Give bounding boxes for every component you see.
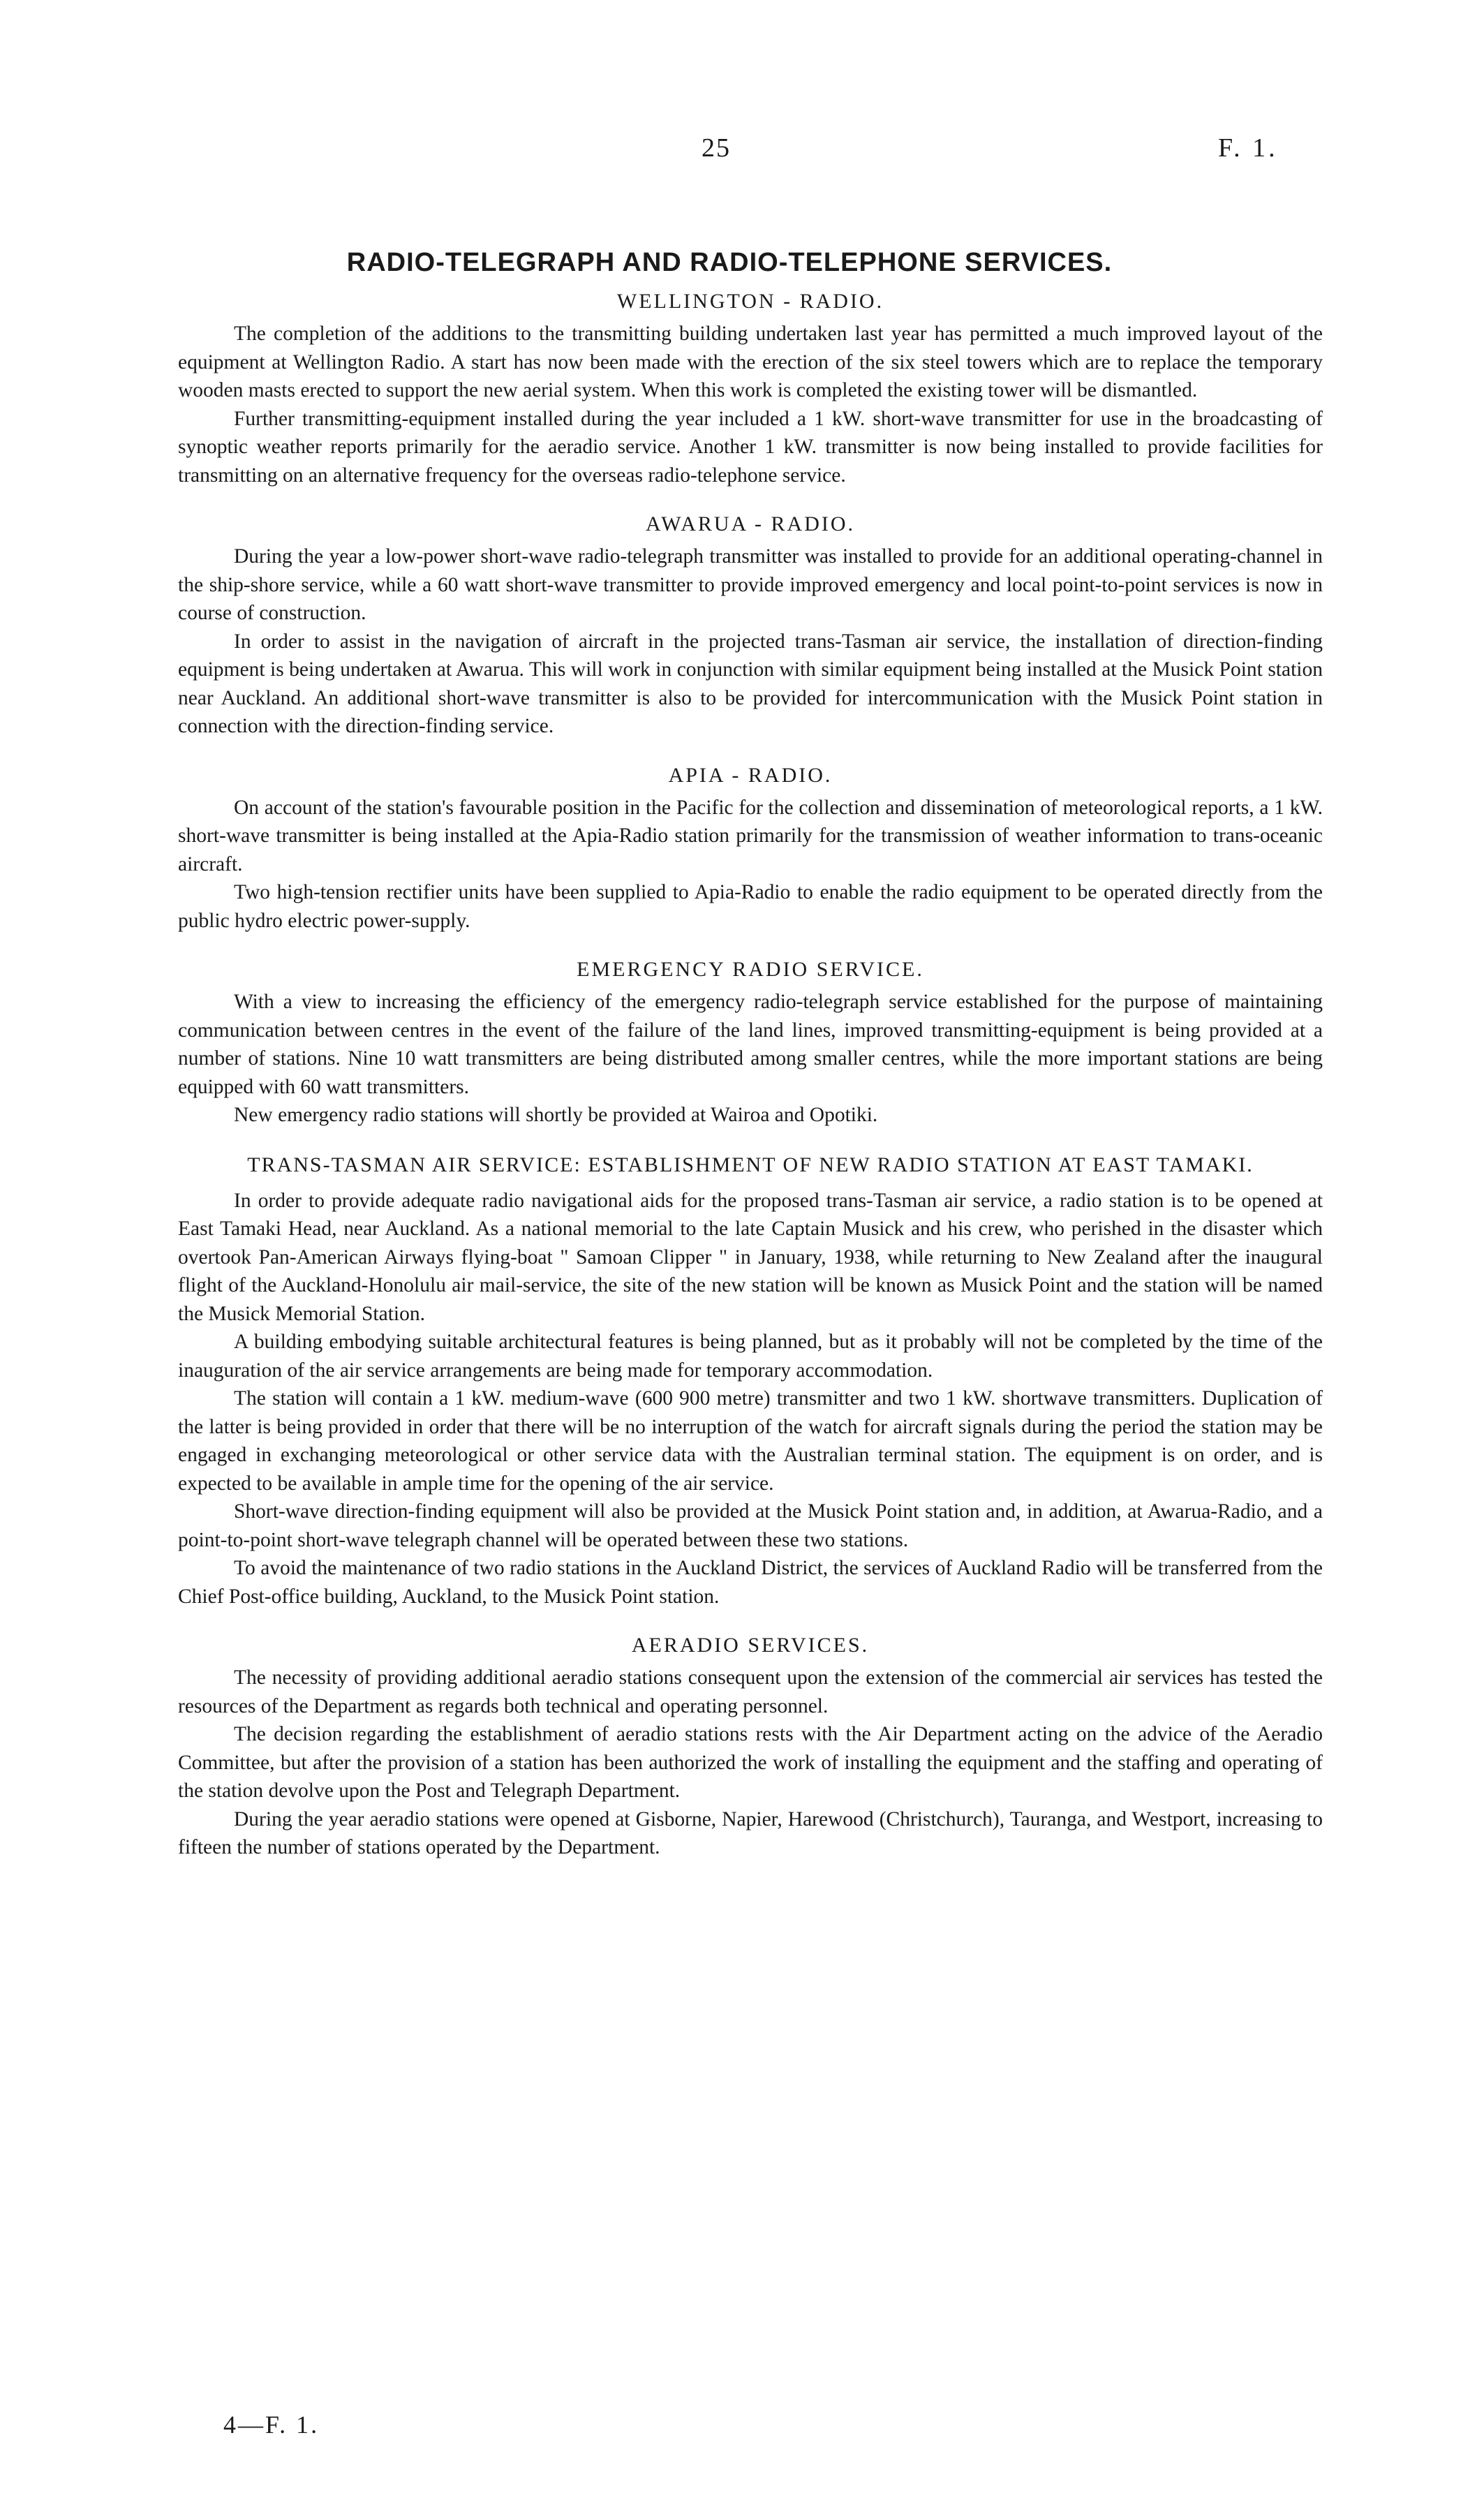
paragraph: The decision regarding the establishment of aeradio stations rests with the Air Department acting on the advice of the Aeradio Committee, but after the provision of a station has been authorized the work of installing the equipment and the staffing and operating of the station devolve upon the Post and Telegraph Department. (178, 1723, 1323, 1802)
section-heading: APIA - RADIO. (668, 763, 833, 787)
section-heading: AERADIO SERVICES. (631, 1634, 870, 1657)
paragraph: The station will contain a 1 kW. medium-wave (600 900 metre) transmitter and two 1 kW. shortwave transmitters. Duplication of the latter is being provided in order that there will be no interruption of the watch for aircraft signals during the period the station may be engaged in exchanging meteorological or other service data with the Australian terminal station. The equipment is on order, and is expected to be available in ample time for the opening of the air service. (178, 1387, 1323, 1495)
paragraph: To avoid the maintenance of two radio stations in the Auckland District, the services of Auckland Radio will be transferred from the Chief Post-office building, Auckland, to the Musick Point station. (178, 1557, 1323, 1608)
paragraph: The completion of the additions to the transmitting building undertaken last year has permitted a much improved layout of the equipment at Wellington Radio. A start has now been made with the erection of the six steel towers which are to replace the temporary wooden masts erected to support the new aerial system. When this work is completed the existing tower will be dismantled. (178, 323, 1323, 401)
section-emergency-radio-service (178, 956, 1323, 1130)
paragraph: In order to assist in the navigation of aircraft in the projected trans-Tasman air service, the installation of direction-finding equipment is being undertaken at Awarua. This will work in conjunction with similar equipment being installed at the Musick Point station near Auckland. An additional short-wave transmitter is also to be provided for intercommunication with the Musick Point station in connection with the direction-finding service. (178, 630, 1323, 737)
paragraph: Two high-tension rectifier units have been supplied to Apia-Radio to enable the radio equipment to be operated directly from the public hydro electric power-supply. (178, 881, 1323, 932)
section-aeradio-services (178, 1632, 1323, 1862)
document-reference: F. 1. (1218, 133, 1278, 163)
paragraph: With a view to increasing the efficiency of the emergency radio-telegraph service established for the purpose of maintaining communication between centres in the event of the failure of the land lines, improved transmitting-equipment is being provided at a number of stations. Nine 10 watt transmitters are being distributed among smaller centres, while the more important stations are being equipped with 60 watt transmitters. (178, 991, 1323, 1098)
paragraph: Further transmitting-equipment installed during the year included a 1 kW. short-wave transmitter for use in the broadcasting of synoptic weather reports primarily for the aeradio service. Another 1 kW. transmitter is now being installed to provide facilities for transmitting on an alternative frequency for the overseas radio-telephone service. (178, 407, 1323, 487)
section-heading: EMERGENCY RADIO SERVICE. (577, 958, 924, 981)
paragraph: On account of the station's favourable position in the Pacific for the collection and dissemination of meteorological reports, a 1 kW. short-wave transmitter is being installed at the Apia-Radio station primarily for the transmission of weather information to trans-oceanic aircraft. (178, 796, 1323, 875)
section-wellington-radio (178, 288, 1323, 489)
section-awarua-radio (178, 510, 1323, 741)
section-apia-radio (178, 762, 1323, 935)
section-heading: AWARUA - RADIO. (645, 512, 856, 535)
paragraph: New emergency radio stations will shortly be provided at Wairoa and Opotiki. (234, 1104, 878, 1126)
paragraph: In order to provide adequate radio navigational aids for the proposed trans-Tasman air service, a radio station is to be opened at East Tamaki Head, near Auckland. As a national memorial to the late Captain Musick and his crew, who perished in the disaster which overtook Pan-American Airways flying-boat " Samoan Clipper " in January, 1938, while returning to New Zealand after the inaugural flight of the Auckland-Honolulu air mail-service, the site of the new station will be known as Musick Point and the station will be named the Musick Memorial Station. (178, 1189, 1323, 1325)
section-heading: WELLINGTON - RADIO. (616, 290, 884, 313)
page-number: 25 (702, 133, 731, 163)
paragraph: During the year a low-power short-wave radio-telegraph transmitter was installed to provide for an additional operating-channel in the ship-shore service, while a 60 watt short-wave transmitter to provide improved emergency and local point-to-point services is now in course of construction. (178, 545, 1323, 624)
paragraph: A building embodying suitable architectural features is being planned, but as it probably will not be completed by the time of the inauguration of the air service arrangements are being made for temporary accommodation. (178, 1331, 1323, 1382)
paragraph: During the year aeradio stations were opened at Gisborne, Napier, Harewood (Christchurch), Tauranga, and Westport, increasing to fifteen the number of stations operated by the Department. (178, 1807, 1323, 1858)
paragraph: The necessity of providing additional aeradio stations consequent upon the extension of the commercial air services has tested the resources of the Department as regards both technical and operating personnel. (178, 1666, 1323, 1717)
document-body (178, 288, 1323, 1862)
section-heading: TRANS-TASMAN AIR SERVICE: ESTABLISHMENT OF NEW RADIO STATION AT EAST TAMAKI. (247, 1153, 1254, 1176)
paragraph: Short-wave direction-finding equipment will also be provided at the Musick Point station and, in addition, at Awarua-Radio, and a point-to-point short-wave telegraph channel will be operated between these two stations. (178, 1500, 1323, 1551)
page-title: RADIO-TELEGRAPH AND RADIO-TELEPHONE SERVICES. (346, 248, 1113, 277)
section-trans-tasman-air-service (178, 1152, 1323, 1611)
signature-mark: 4—F. 1. (223, 2411, 320, 2439)
